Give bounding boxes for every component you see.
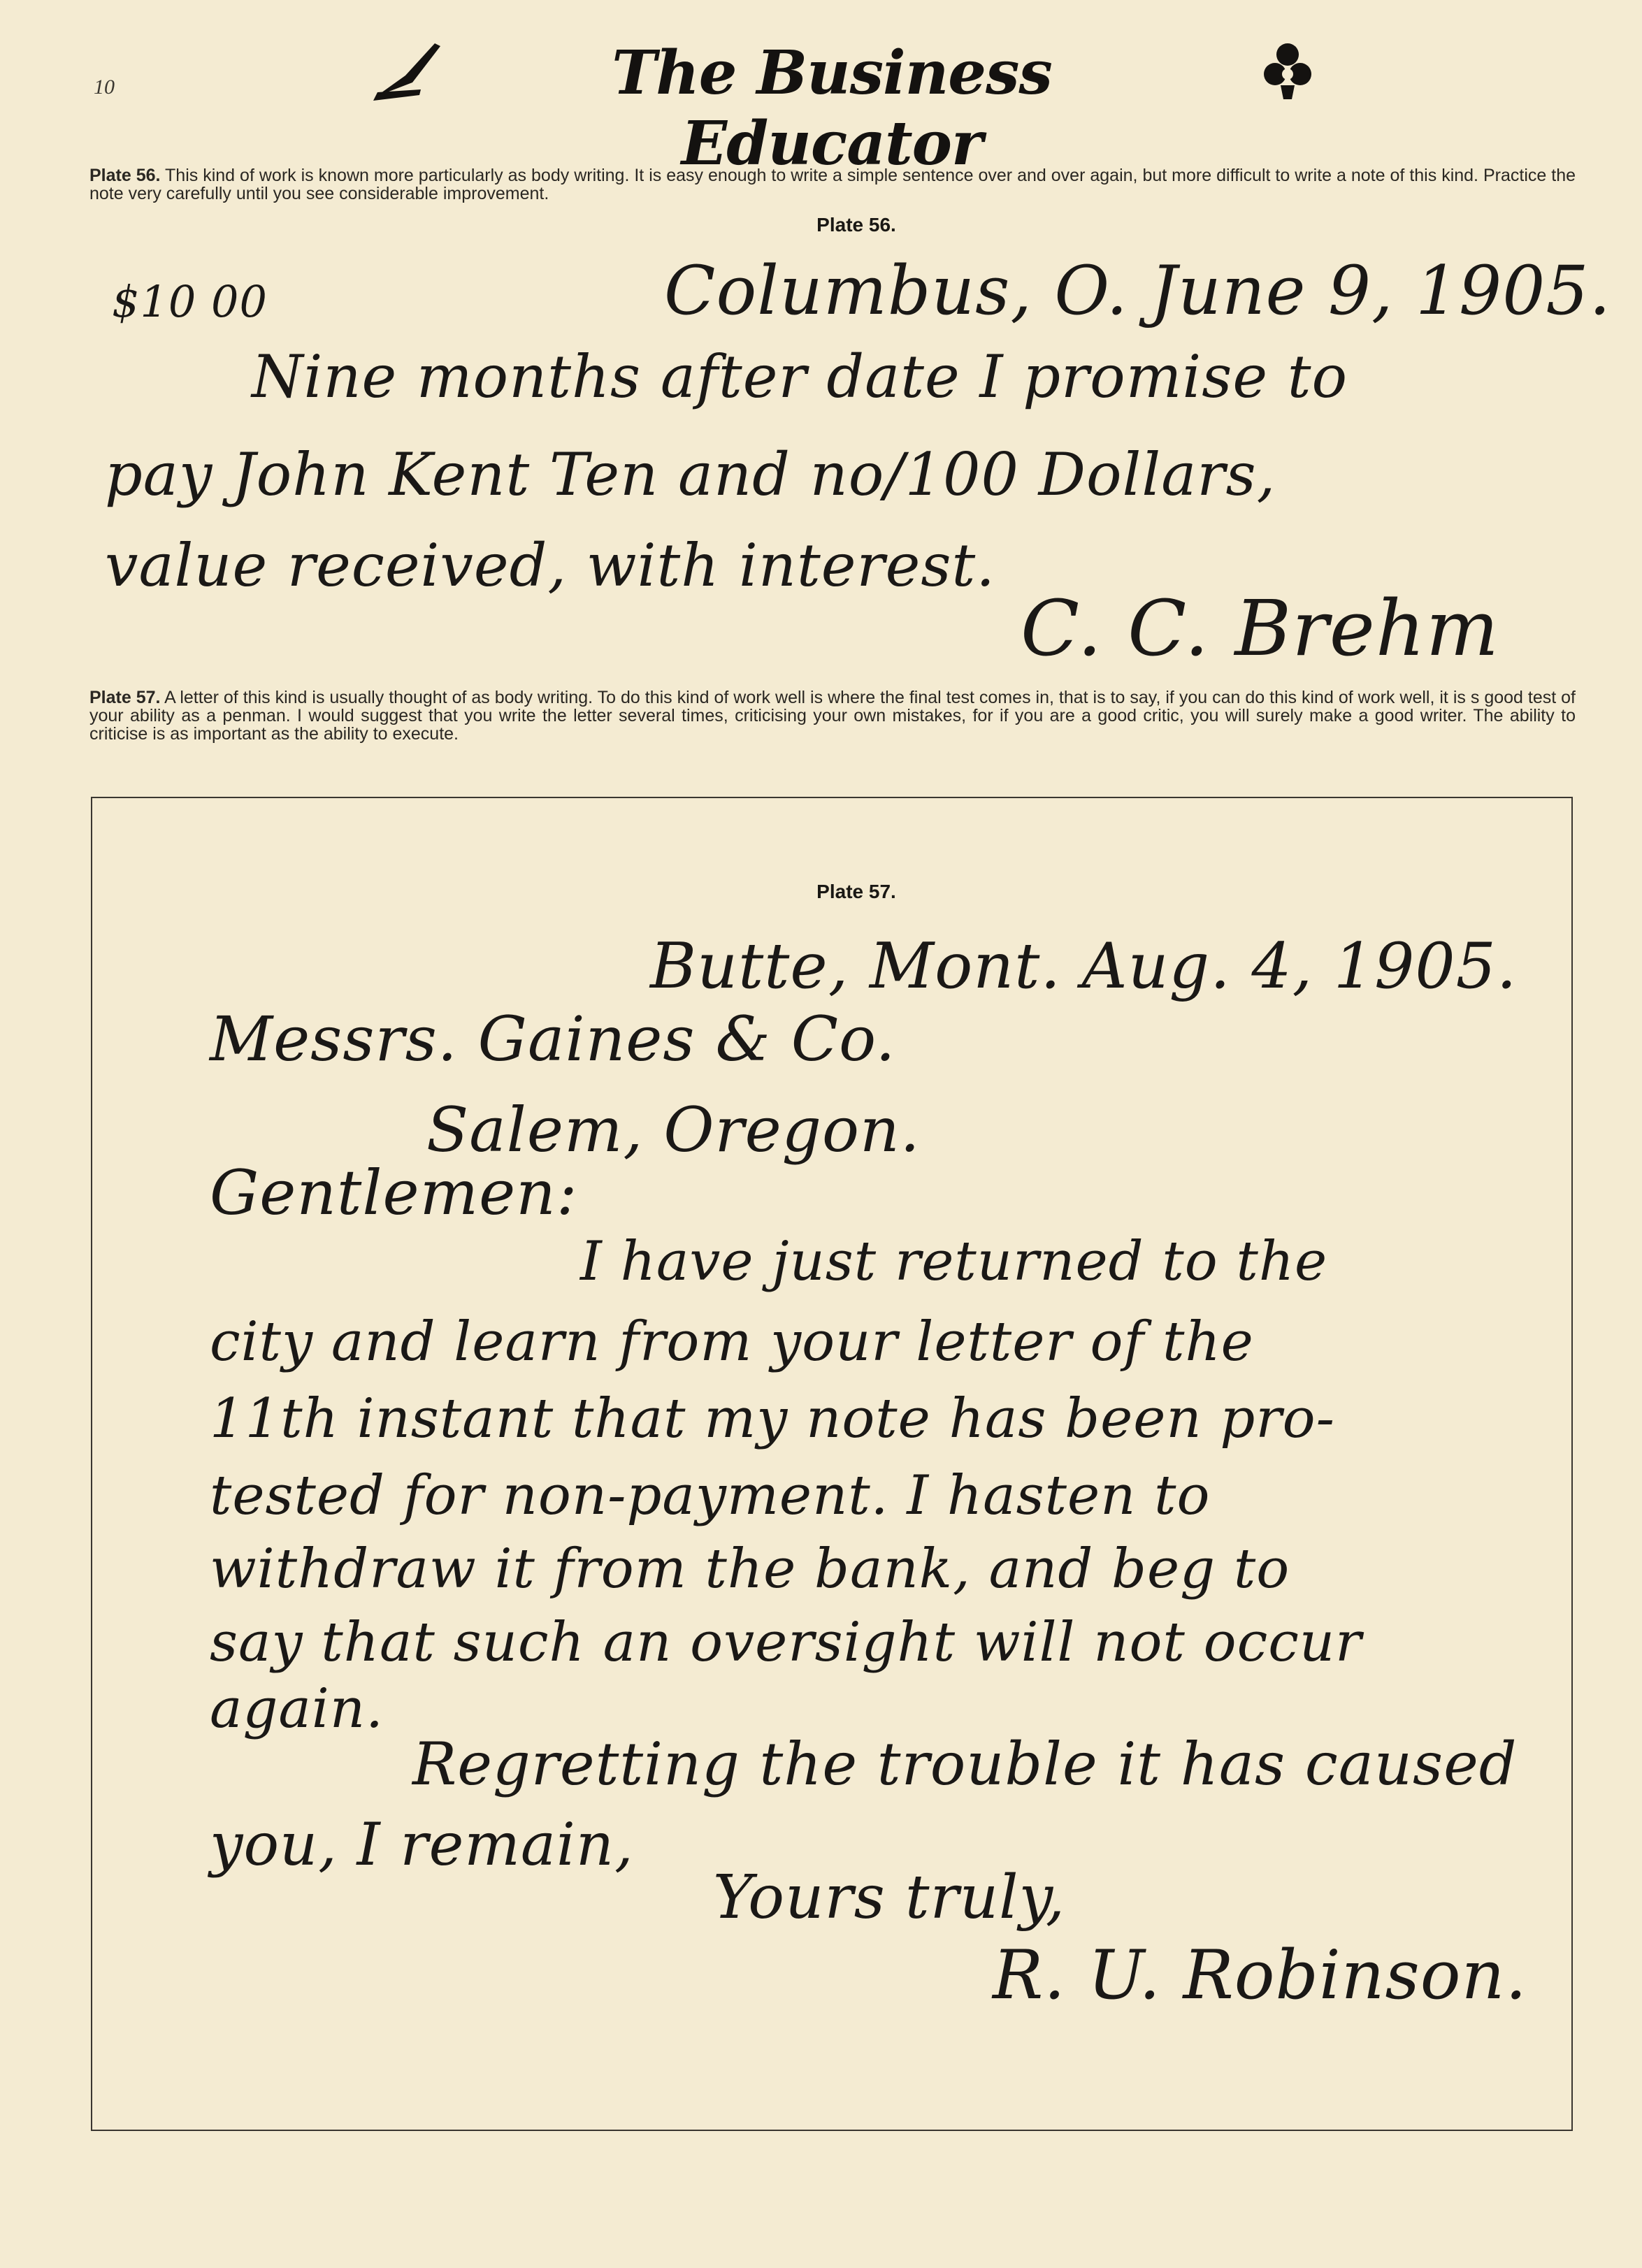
note-line-2: pay John Kent Ten and no/100 Dollars, (105, 440, 1276, 509)
masthead (370, 34, 1321, 179)
page-number: 10 (94, 75, 115, 99)
letter-body-line: Regretting the trouble it has caused (412, 1730, 1518, 1798)
letter-closing: Yours truly, (713, 1863, 1066, 1933)
note-amount: $10 00 (112, 276, 268, 327)
letter-address-line-1: Messrs. Gaines & Co. (210, 1003, 896, 1075)
note-line-1: Nine months after date I promise to (252, 342, 1348, 411)
note-signature: C. C. Brehm (1021, 584, 1500, 673)
plate-56-description-lead: Plate 56. (89, 166, 161, 185)
plate-56-heading: Plate 56. (816, 214, 896, 236)
plate-56-description-text: This kind of work is known more particularly as body writing. It is easy enough to write a simple sentence over and over again, but more difficult to write a note of this kind. Practice the note very carefully until you see considerable improvement. (89, 166, 1576, 203)
letter-body-line: you, I remain, (210, 1810, 634, 1879)
letter-body-line: withdraw it from the bank, and beg to (210, 1538, 1290, 1601)
letter-date: Butte, Mont. Aug. 4, 1905. (650, 930, 1518, 1003)
plate-57-description-text: A letter of this kind is usually thought of as body writing. To do this kind of work well is where the final test comes in, that is to say, if you can do this kind of work well, it is s good test of your ability as a penman. I would suggest that you write the letter several times, criticising your own mistakes, for if you are a good critic, you will surely make a good writer. The ability to criticise is as important as the ability to execute. (89, 688, 1576, 744)
plate-57-description (89, 688, 1576, 743)
note-line-3: value received, with interest. (105, 531, 995, 600)
letter-signature: R. U. Robinson. (993, 1936, 1527, 2014)
letter-address-line-2: Salem, Oregon. (426, 1094, 921, 1166)
ornament-emblem-icon (1260, 39, 1316, 102)
quill-pen-icon (370, 41, 447, 103)
letter-body-line: I have just returned to the (580, 1230, 1328, 1293)
letter-body-line: city and learn from your letter of the (210, 1310, 1254, 1373)
letter-body-line: again. (210, 1677, 384, 1740)
letter-body-line: tested for non-payment. I hasten to (210, 1464, 1211, 1527)
plate-57-description-lead: Plate 57. (89, 688, 161, 707)
note-date: Columbus, O. June 9, 1905. (664, 252, 1611, 330)
plate-57-heading: Plate 57. (816, 881, 896, 902)
letter-salutation: Gentlemen: (210, 1157, 578, 1229)
letter-body-line: 11th instant that my note has been pro- (210, 1387, 1335, 1450)
masthead-title: The Business Educator (612, 38, 1052, 179)
letter-body-line: say that such an oversight will not occur (210, 1611, 1362, 1674)
plate-56-description (89, 166, 1576, 203)
